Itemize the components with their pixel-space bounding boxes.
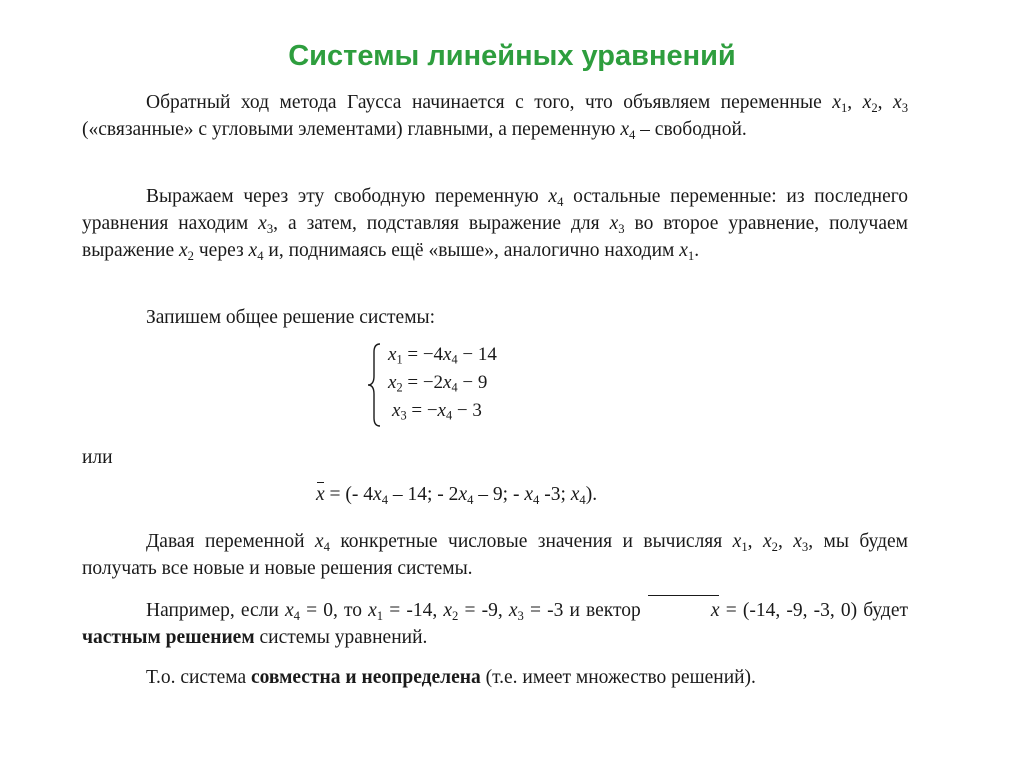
vector-solution: x = (- $4x_4 - 14$; - $2x_4 - 9$; - $x_4$ -3; $x_4$). (316, 484, 598, 507)
slide-title: Системы линейных уравнений (288, 40, 736, 72)
paragraph-example: Например, если $x_4 = 0$, то $x_1 = -14$, $x_2 = -9$, $x_3 = -3$ и вектор x = (-14, -9, -3, 0) будет частным решением системы уравнений. (82, 597, 908, 651)
system-equation-2: $x_2 = -2x_4 - 9$ (388, 372, 488, 395)
system-equation-1: $x_1 = -4x_4 - 14$ (388, 344, 497, 367)
paragraph-conclusion: Т.о. система совместна и неопределена (т.е. имеет множество решений). (146, 667, 756, 688)
or-label: или (82, 447, 113, 468)
vector-x: x (316, 484, 325, 505)
paragraph-gauss-backward: Обратный ход метода Гаусса начинается с того, что объявляем переменные $x_1$, $x_2$, $x_3$ («связанные» с угловыми элементами) главными, а переменную $x_4$ – свободной. (82, 92, 909, 142)
system-equation-3: $x_3 = -x_4 - 3$ (392, 400, 482, 423)
left-brace (366, 342, 382, 428)
paragraph-express-variables: Выражаем через эту свободную переменную $x_4$ остальные переменные: из последнего уравнения находим $x_3$, а затем, подставляя выражение для $x_3$ во второе уравнение, получаем выражение $x_2$ через $x_4$ и, поднимаясь ещё «выше», аналогично находим $x_1$. (82, 186, 908, 263)
paragraph-specific-values: Давая переменной $x_4$ конкретные числовые значения и вычисляя $x_1$, $x_2$, $x_3$, мы будем получать все новые и новые решения системы. (82, 531, 908, 579)
equation-system (366, 342, 586, 428)
paragraph-general-solution-intro: Запишем общее решение системы: (146, 307, 436, 328)
